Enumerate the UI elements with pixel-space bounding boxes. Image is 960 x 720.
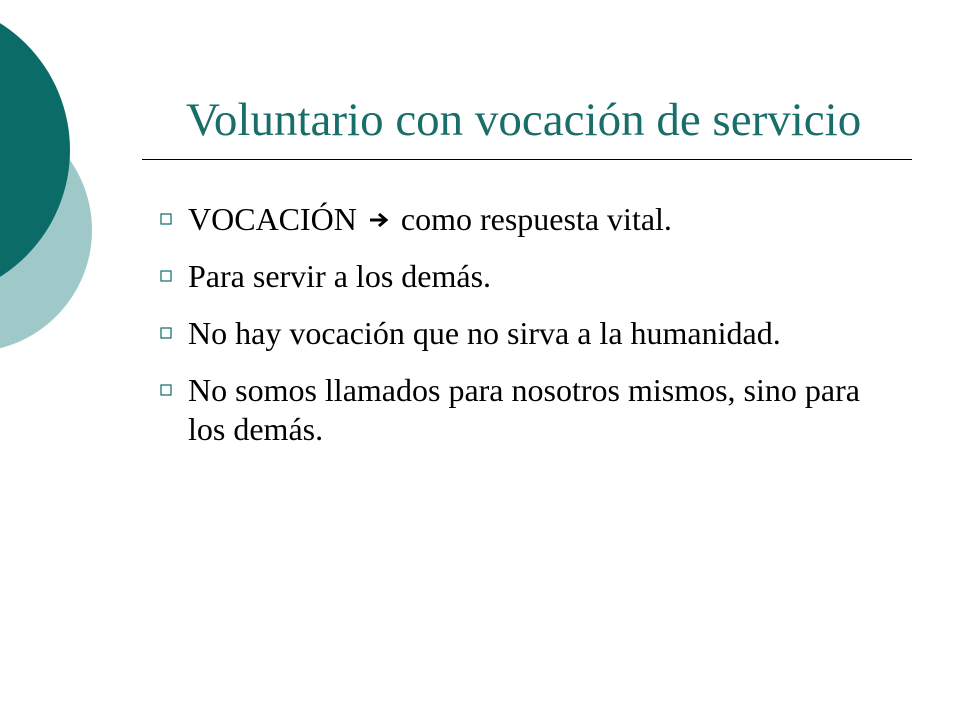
decorative-circles <box>0 0 120 400</box>
list-item <box>160 371 880 449</box>
title-divider <box>142 159 912 160</box>
bullet-list <box>160 200 880 467</box>
hollow-square-icon <box>160 384 172 396</box>
bullet-text: No hay vocación que no sirva a la humanidad. <box>188 315 781 351</box>
slide-title: Voluntario con vocación de servicio <box>186 94 862 146</box>
bullet-text: Para servir a los demás. <box>188 258 492 294</box>
hollow-square-icon <box>160 213 172 225</box>
bullet-text: como respuesta vital. <box>400 201 672 237</box>
bullet-text: No somos llamados para nosotros mismos, sino para los demás. <box>188 372 860 447</box>
hollow-square-icon <box>160 270 172 282</box>
list-item <box>160 314 880 353</box>
list-item <box>160 257 880 296</box>
right-arrow-icon <box>369 212 389 228</box>
hollow-square-icon <box>160 327 172 339</box>
list-item <box>160 200 880 239</box>
vocacion-term: VOCACIÓN <box>188 201 357 237</box>
